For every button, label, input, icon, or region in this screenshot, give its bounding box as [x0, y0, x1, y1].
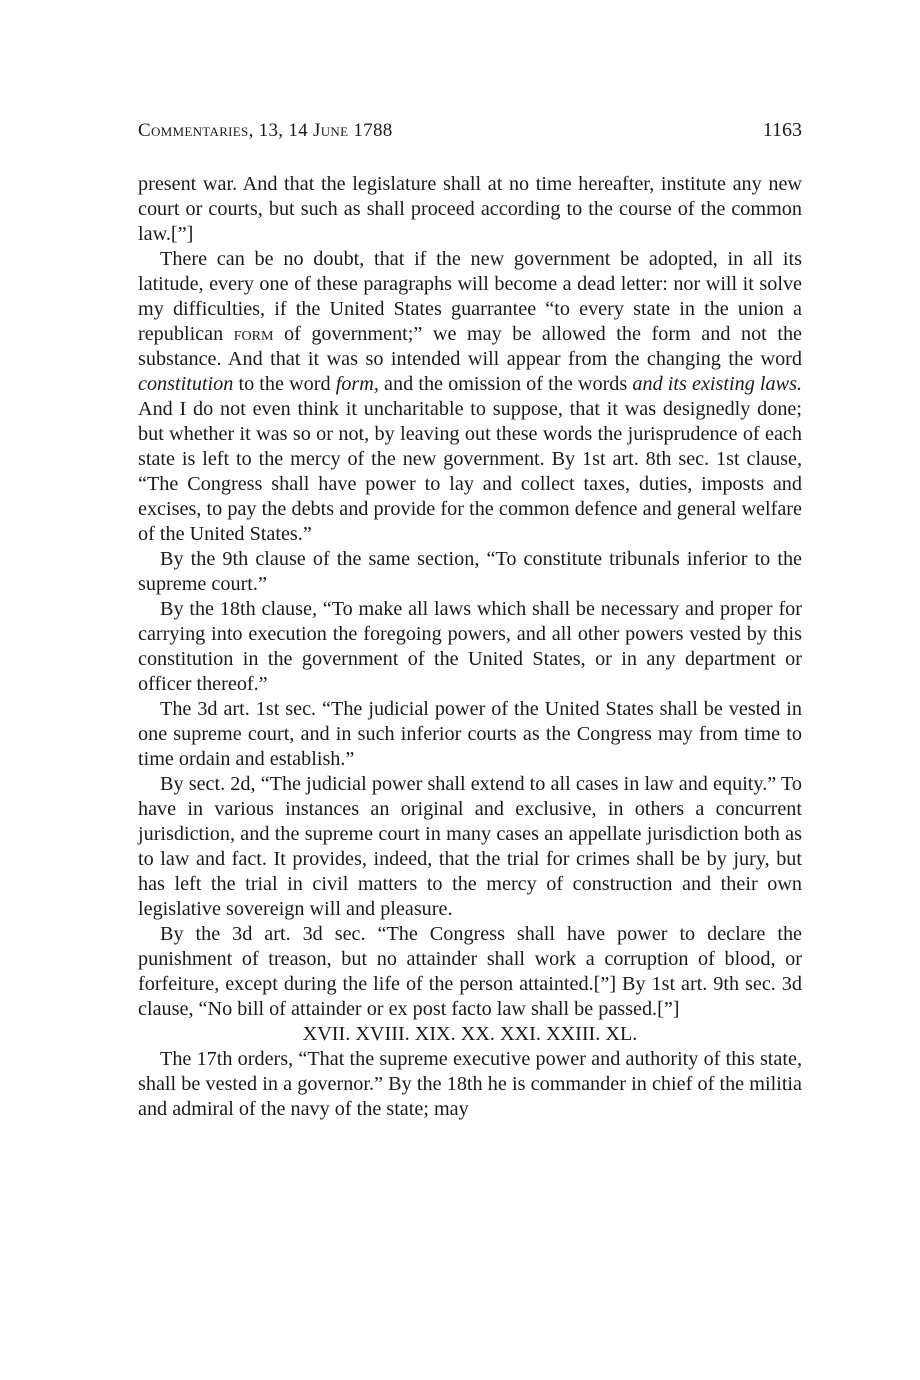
- text-run: and the omission of the words: [378, 373, 633, 395]
- text-run: And I do not even think it uncharitable to suppose, that it was designedly done; but whether it was so or not, by leaving out these words the jurisprudence of each state is left to the mercy of the new government. By 1st art. 8th sec. 1st clause, “The Congress shall have power to lay and collect taxes, duties, imposts and excises, to pay the debts and provide for the common defence and general welfare of the United States.”: [138, 398, 802, 545]
- running-title: Commentaries, 13, 14 June 1788: [138, 120, 393, 141]
- body-text: [138, 172, 802, 1122]
- paragraph: [138, 772, 802, 922]
- section-heading: [138, 1022, 802, 1047]
- running-head: [138, 118, 802, 150]
- paragraph: [138, 547, 802, 597]
- text-run: The 17th orders, “That the supreme executive power and authority of this state, shall be vested in a governor.” By the 18th he is commander in chief of the militia and admiral of the navy of the state; may: [138, 1048, 802, 1120]
- paragraph: [138, 172, 802, 247]
- italic-text: form,: [335, 373, 379, 395]
- text-run: By sect. 2d, “The judicial power shall extend to all cases in law and equity.” To have in various instances an original and exclusive, in others a concurrent jurisdiction, and the supreme court in many cases an appellate jurisdiction both as to law and fact. It provides, indeed, that the trial for crimes shall be by jury, but has left the trial in civil matters to the mercy of construction and their own legislative sovereign will and pleasure.: [138, 773, 802, 920]
- italic-text: and its existing laws.: [632, 373, 802, 395]
- text-run: to the word: [233, 373, 336, 395]
- text-run: By the 18th clause, “To make all laws which shall be necessary and proper for carrying into execution the foregoing powers, and all other powers vested by this constitution in the government of the United States, or in any department or officer thereof.”: [138, 598, 802, 695]
- paragraph: [138, 922, 802, 1022]
- paragraph: [138, 697, 802, 772]
- text-run: By the 9th clause of the same section, “To constitute tribunals inferior to the supreme court.”: [138, 548, 802, 595]
- text-run: The 3d art. 1st sec. “The judicial power of the United States shall be vested in one supreme court, and in such inferior courts as the Congress may from time to time ordain and establish.”: [138, 698, 802, 770]
- document-page: [138, 118, 802, 1122]
- text-run: present war. And that the legislature shall at no time hereafter, institute any new court or courts, but such as shall proceed according to the course of the common law.[”]: [138, 173, 802, 245]
- paragraph: [138, 597, 802, 697]
- paragraph: [138, 1047, 802, 1122]
- italic-text: constitution: [138, 373, 234, 395]
- text-run: By the 3d art. 3d sec. “The Congress shall have power to declare the punishment of treason, but no attainder shall work a corruption of blood, or forfeiture, except during the life of the person attainted.[”] By 1st art. 9th sec. 3d clause, “No bill of attainder or ex post facto law shall be passed.[”]: [138, 923, 802, 1020]
- small-caps-text: form: [233, 323, 274, 345]
- text-run: There can be no doubt, that if the new government be adopted, in all its latitude, every one of these paragraphs will become a dead letter: nor will it solve my difficulties, if the United States guarrantee “to every state in the union a republican: [138, 248, 802, 345]
- text-run: XVII. XVIII. XIX. XX. XXI. XXIII. XL.: [302, 1023, 638, 1045]
- paragraph: [138, 247, 802, 547]
- page-number: 1163: [762, 119, 802, 141]
- text-run: of government;” we may be allowed the form and not the substance. And that it was so intended will appear from the changing the word: [138, 323, 802, 370]
